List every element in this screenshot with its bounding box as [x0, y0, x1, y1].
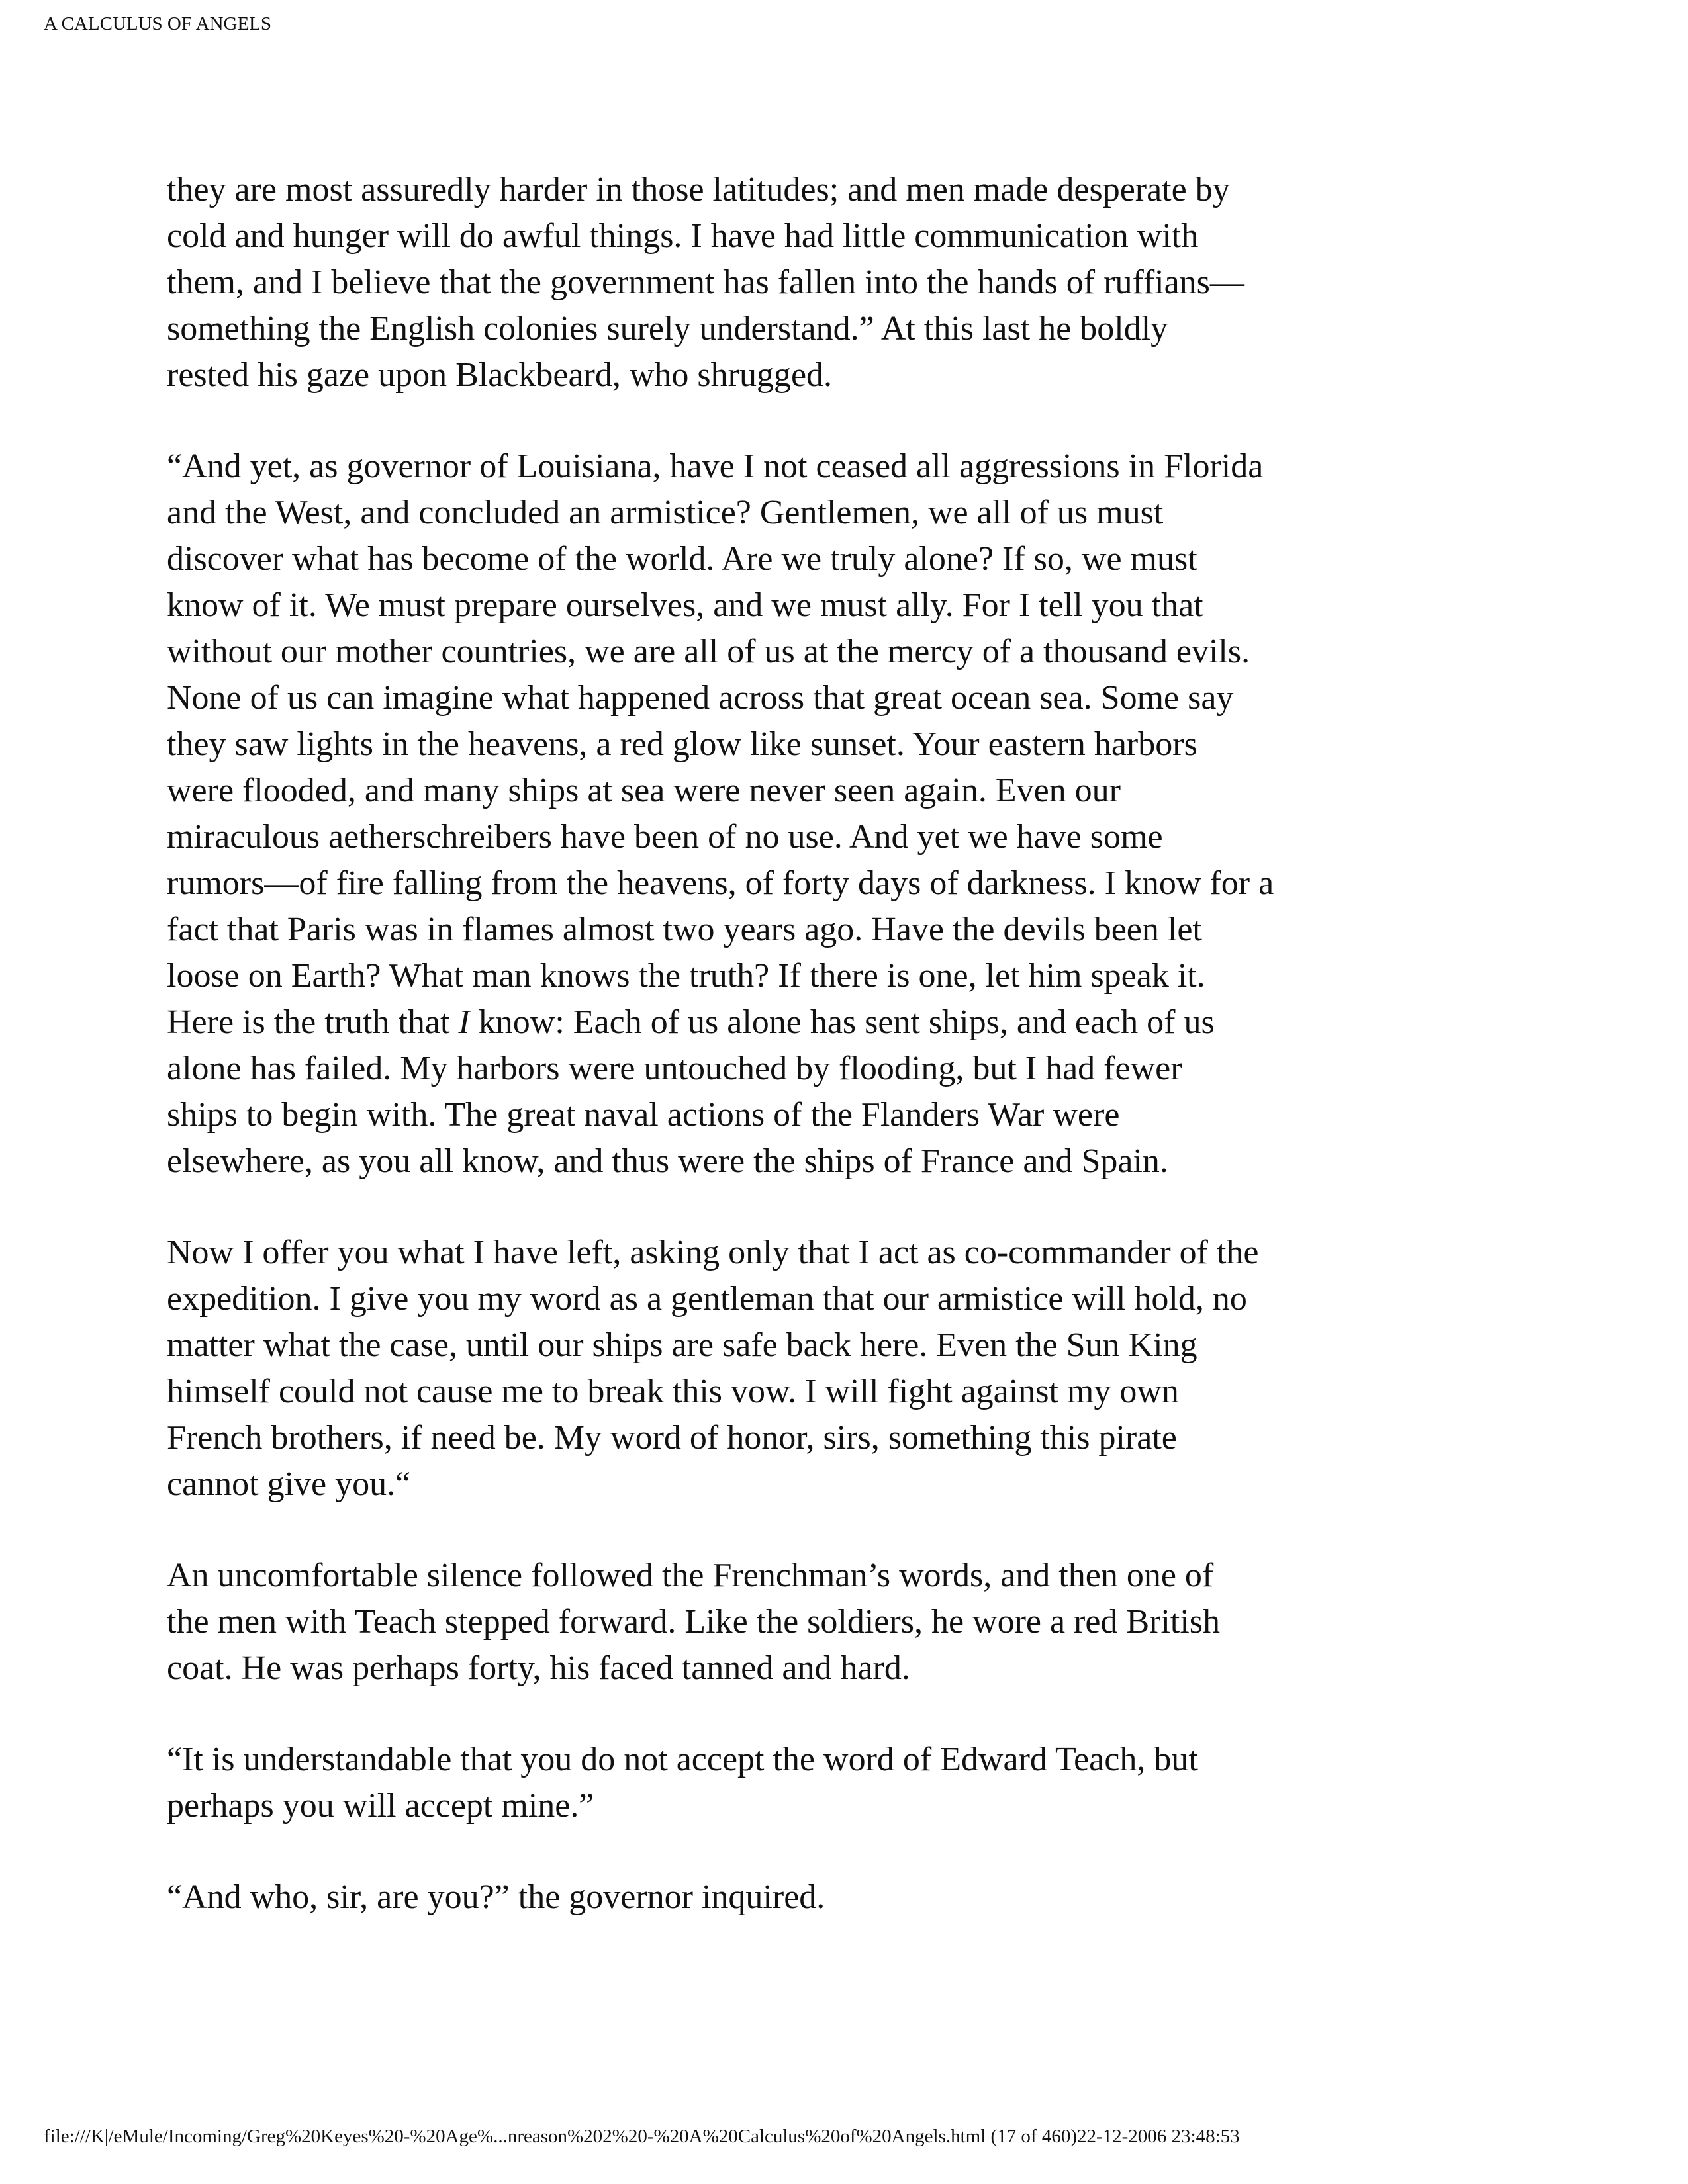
text-line: without our mother countries, we are all of us at the mercy of a thousand evils.: [167, 633, 1250, 670]
text-line-with-italic: [167, 999, 1517, 1046]
text-segment: know: Each of us alone has sent ships, and each of us: [469, 1003, 1215, 1041]
text-line: rested his gaze upon Blackbeard, who shrugged.: [167, 356, 833, 394]
paragraph-1: [167, 167, 1517, 398]
text-line: cannot give you.“: [167, 1465, 411, 1503]
paragraph-2: [167, 443, 1517, 1185]
paragraph-3: [167, 1230, 1517, 1508]
text-line: know of it. We must prepare ourselves, and we must ally. For I tell you that: [167, 586, 1203, 624]
text-line: ships to begin with. The great naval actions of the Flanders War were: [167, 1096, 1120, 1134]
text-line: discover what has become of the world. Are we truly alone? If so, we must: [167, 540, 1197, 578]
text-line: None of us can imagine what happened across that great ocean sea. Some say: [167, 679, 1234, 717]
text-line: coat. He was perhaps forty, his faced tanned and hard.: [167, 1649, 910, 1687]
text-line: they are most assuredly harder in those latitudes; and men made desperate by: [167, 171, 1230, 208]
text-line: “And who, sir, are you?” the governor inquired.: [167, 1878, 825, 1916]
text-line: perhaps you will accept mine.”: [167, 1787, 594, 1825]
text-line: them, and I believe that the government has fallen into the hands of ruffians—: [167, 263, 1244, 301]
text-line: An uncomfortable silence followed the Frenchman’s words, and then one of: [167, 1557, 1214, 1594]
text-line: “And yet, as governor of Louisiana, have I not ceased all aggressions in Florida: [167, 447, 1264, 485]
text-line: the men with Teach stepped forward. Like the soldiers, he wore a red British: [167, 1603, 1221, 1641]
file-path-footer: file:///K|/eMule/Incoming/Greg%20Keyes%20-%20Age%...nreason%202%20-%20A%20Calculus%20of%20Angels.html (17 of 460)22-12-2006 23:48:53: [44, 2126, 1240, 2147]
text-line: elsewhere, as you all know, and thus were the ships of France and Spain.: [167, 1142, 1168, 1180]
book-text: [167, 167, 1517, 1966]
text-line: “It is understandable that you do not accept the word of Edward Teach, but: [167, 1741, 1198, 1778]
text-line: Now I offer you what I have left, asking only that I act as co-commander of the: [167, 1234, 1259, 1271]
text-segment: Here is the truth that: [167, 1003, 459, 1041]
text-line: fact that Paris was in flames almost two years ago. Have the devils been let: [167, 911, 1202, 948]
text-line: loose on Earth? What man knows the truth? If there is one, let him speak it.: [167, 957, 1205, 995]
text-line: French brothers, if need be. My word of honor, sirs, something this pirate: [167, 1419, 1177, 1457]
text-line: cold and hunger will do awful things. I have had little communication with: [167, 217, 1199, 255]
text-line: expedition. I give you my word as a gentleman that our armistice will hold, no: [167, 1280, 1247, 1318]
text-line: something the English colonies surely understand.” At this last he boldly: [167, 310, 1168, 347]
text-line: himself could not cause me to break this vow. I will fight against my own: [167, 1373, 1179, 1410]
text-line: were flooded, and many ships at sea were never seen again. Even our: [167, 772, 1121, 809]
text-line: matter what the case, until our ships are safe back here. Even the Sun King: [167, 1326, 1197, 1364]
italic-word: I: [458, 1003, 470, 1041]
running-header: A CALCULUS OF ANGELS: [44, 13, 272, 34]
paragraph-5: [167, 1737, 1517, 1829]
paragraph-6: [167, 1874, 1517, 1921]
text-line: they saw lights in the heavens, a red glow like sunset. Your eastern harbors: [167, 725, 1197, 763]
text-line: and the West, and concluded an armistice? Gentlemen, we all of us must: [167, 494, 1164, 531]
paragraph-4: [167, 1553, 1517, 1692]
text-line: rumors—of fire falling from the heavens, of forty days of darkness. I know for a: [167, 864, 1274, 902]
text-line: alone has failed. My harbors were untouched by flooding, but I had fewer: [167, 1050, 1182, 1087]
text-line: miraculous aetherschreibers have been of no use. And yet we have some: [167, 818, 1163, 856]
